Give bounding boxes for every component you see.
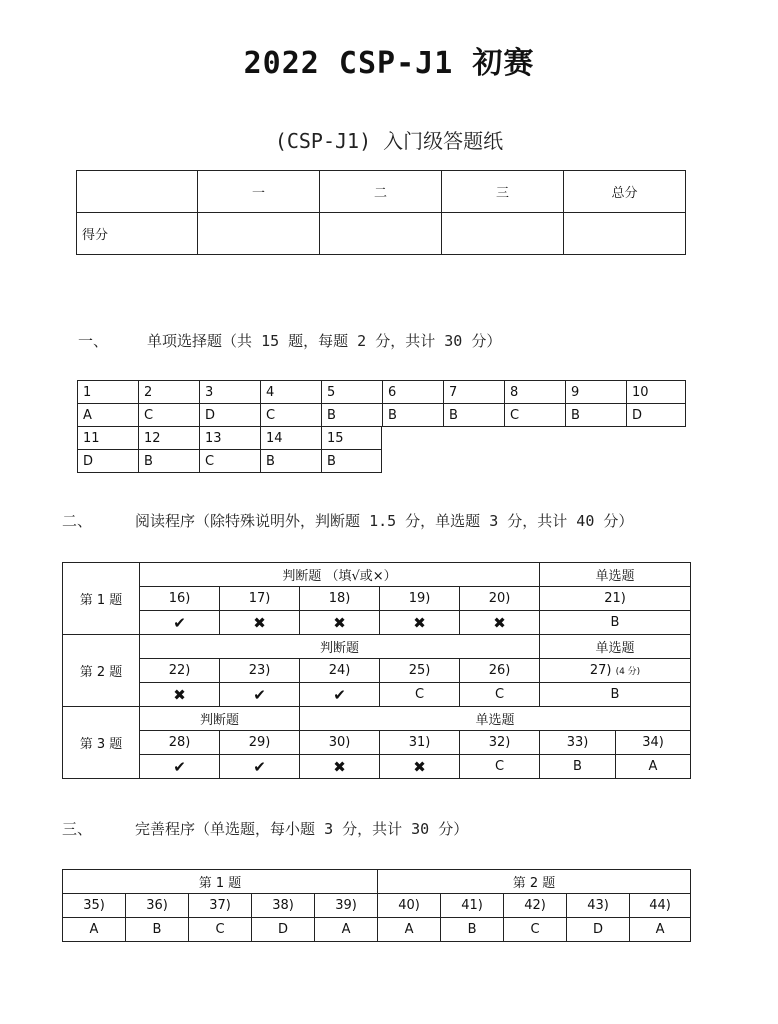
q-number: 25): [380, 659, 460, 683]
q-number: 36): [126, 894, 189, 918]
page-title: 2022 CSP-J1 初赛: [243, 46, 535, 81]
q1-judge-header: 判断题 （填√或×）: [140, 563, 540, 587]
q-answer: A: [630, 918, 691, 942]
section2-title: 阅读程序（除特殊说明外，判断题 1.5 分，单选题 3 分，共计 40 分）: [135, 512, 634, 530]
section1-title: 单项选择题（共 15 题，每题 2 分，共计 30 分）: [147, 332, 502, 350]
q-number: 3: [200, 381, 261, 404]
q-number: 8: [505, 381, 566, 404]
q-number: 30): [300, 731, 380, 755]
q-answer: D: [252, 918, 315, 942]
q-number: 27): [589, 663, 612, 678]
q-number: 39): [315, 894, 378, 918]
q-number: 16): [140, 587, 220, 611]
q-answer: B: [261, 450, 322, 473]
q-answer: B: [322, 450, 382, 473]
q-number: 19): [380, 587, 460, 611]
q-answer: B: [383, 404, 444, 427]
score-header-total: 总分: [564, 171, 686, 213]
q-number: 9: [566, 381, 627, 404]
q-answer: B: [540, 683, 691, 707]
q-number: 23): [220, 659, 300, 683]
cross-mark-icon: ✖: [300, 755, 380, 779]
section2-heading: [62, 510, 633, 531]
q-answer: D: [627, 404, 686, 427]
q-answer: C: [460, 683, 540, 707]
q1-single-header: 单选题: [540, 563, 691, 587]
score-cell: [320, 213, 442, 255]
q-number: 11: [78, 427, 139, 450]
q-answer: B: [126, 918, 189, 942]
section1-answer-table-2: [77, 426, 382, 473]
q-answer: D: [200, 404, 261, 427]
cross-mark-icon: ✖: [380, 611, 460, 635]
score-header-blank: [77, 171, 198, 213]
q-number: 15: [322, 427, 382, 450]
cross-mark-icon: ✖: [380, 755, 460, 779]
q-number: 20): [460, 587, 540, 611]
q-number: 37): [189, 894, 252, 918]
q-answer: C: [139, 404, 200, 427]
q-answer: C: [261, 404, 322, 427]
score-header-2: 二: [320, 171, 442, 213]
check-mark-icon: ✔: [220, 755, 300, 779]
q3-single-header: 单选题: [300, 707, 691, 731]
q-number: 44): [630, 894, 691, 918]
q-answer: B: [444, 404, 505, 427]
check-mark-icon: ✔: [220, 683, 300, 707]
q-answer: B: [441, 918, 504, 942]
q-answer: C: [380, 683, 460, 707]
score-header-3: 三: [442, 171, 564, 213]
q-number: 12: [139, 427, 200, 450]
score-cell: [564, 213, 686, 255]
q-number: 29): [220, 731, 300, 755]
score-cell: [198, 213, 320, 255]
q-number: 6: [383, 381, 444, 404]
cross-mark-icon: ✖: [460, 611, 540, 635]
q-answer: D: [567, 918, 630, 942]
q-answer: B: [322, 404, 383, 427]
cross-mark-icon: ✖: [300, 611, 380, 635]
q-answer: A: [616, 755, 691, 779]
q3-label: 第 3 题: [63, 707, 140, 779]
group2-header: 第 2 题: [378, 870, 691, 894]
q-answer: B: [139, 450, 200, 473]
q-number: 1: [78, 381, 139, 404]
section3-heading: [62, 818, 468, 839]
q-number: 32): [460, 731, 540, 755]
section3-number: 三、: [62, 820, 93, 838]
q-number: 7: [444, 381, 505, 404]
check-mark-icon: ✔: [140, 611, 220, 635]
q-answer: C: [189, 918, 252, 942]
q-number: 13: [200, 427, 261, 450]
q2-single-header: 单选题: [540, 635, 691, 659]
q-number: 35): [63, 894, 126, 918]
q-answer: C: [504, 918, 567, 942]
q-number: 28): [140, 731, 220, 755]
q-answer: A: [378, 918, 441, 942]
section3-title: 完善程序（单选题，每小题 3 分，共计 30 分）: [135, 820, 469, 838]
group1-header: 第 1 题: [63, 870, 378, 894]
q-number: 21): [540, 587, 691, 611]
q-number: 4: [261, 381, 322, 404]
q-answer: B: [540, 755, 616, 779]
q-answer: A: [315, 918, 378, 942]
q-number: 41): [441, 894, 504, 918]
q-number: 33): [540, 731, 616, 755]
q-number: 38): [252, 894, 315, 918]
cross-mark-icon: ✖: [220, 611, 300, 635]
section2-number: 二、: [62, 512, 93, 530]
q-number: 10: [627, 381, 686, 404]
q-answer: A: [63, 918, 126, 942]
q-number: 34): [616, 731, 691, 755]
score-row-label: 得分: [77, 213, 198, 255]
score-table: [76, 170, 686, 255]
q1-label: 第 1 题: [63, 563, 140, 635]
score-cell: [442, 213, 564, 255]
q-number: 40): [378, 894, 441, 918]
q-answer: B: [540, 611, 691, 635]
q2-label: 第 2 题: [63, 635, 140, 707]
q3-judge-header: 判断题: [140, 707, 300, 731]
q2-judge-header: 判断题: [140, 635, 540, 659]
section1-number: 一、: [78, 332, 109, 350]
q-answer: D: [78, 450, 139, 473]
page-subtitle: (CSP-J1) 入门级答题纸: [274, 129, 504, 153]
section2-answer-table: [62, 562, 691, 779]
q-number: 26): [460, 659, 540, 683]
q-number: 17): [220, 587, 300, 611]
q-number: 14: [261, 427, 322, 450]
q-answer: C: [505, 404, 566, 427]
q-answer: C: [200, 450, 261, 473]
q-number: 31): [380, 731, 460, 755]
q-answer: C: [460, 755, 540, 779]
section3-answer-table: [62, 869, 691, 942]
q-number: 24): [300, 659, 380, 683]
q-number: 5: [322, 381, 383, 404]
cross-mark-icon: ✖: [140, 683, 220, 707]
q-number: 2: [139, 381, 200, 404]
q-number: 42): [504, 894, 567, 918]
section1-answer-table: [77, 380, 686, 427]
points-note: (4 分): [615, 667, 641, 677]
check-mark-icon: ✔: [140, 755, 220, 779]
q-number-with-note: [540, 659, 691, 683]
score-header-1: 一: [198, 171, 320, 213]
q-number: 43): [567, 894, 630, 918]
q-answer: A: [78, 404, 139, 427]
check-mark-icon: ✔: [300, 683, 380, 707]
q-number: 22): [140, 659, 220, 683]
q-number: 18): [300, 587, 380, 611]
section1-heading: [78, 330, 501, 351]
q-answer: B: [566, 404, 627, 427]
